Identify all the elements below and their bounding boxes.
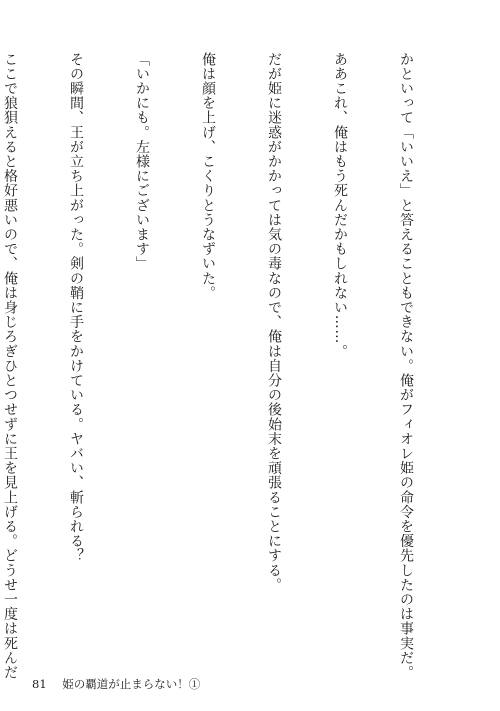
text-line: ここで狼狽えると格好悪いので、俺は身じろぎひとつせずに王を見上げる。どうせ一度は死んだ [2, 52, 18, 680]
text-line: ああこれ、俺はもう死んだかもしれない……。 [332, 52, 348, 359]
text-line: その瞬間、王が立ち上がった。剣の鞘に手をかけている。ヤバい、斬られる？ [68, 52, 84, 563]
text-line: 「いかにも。左様にございます」 [134, 52, 150, 271]
text-line: だが姫に迷惑がかかっては気の毒なので、俺は自分の後始末を頑張ることにする。 [266, 52, 282, 593]
body-text [2, 52, 461, 680]
page-footer [32, 676, 200, 692]
text-line: 俺は顔を上げ、こくりとうなずいた。 [200, 52, 216, 301]
text-line: かといって「いいえ」と答えることもできない。俺がフィオレ姫の命令を優先したのは事実だ。 [398, 52, 414, 680]
book-title: 姫の覇道が止まらない！① [62, 677, 201, 691]
page-number: 81 [32, 677, 47, 691]
